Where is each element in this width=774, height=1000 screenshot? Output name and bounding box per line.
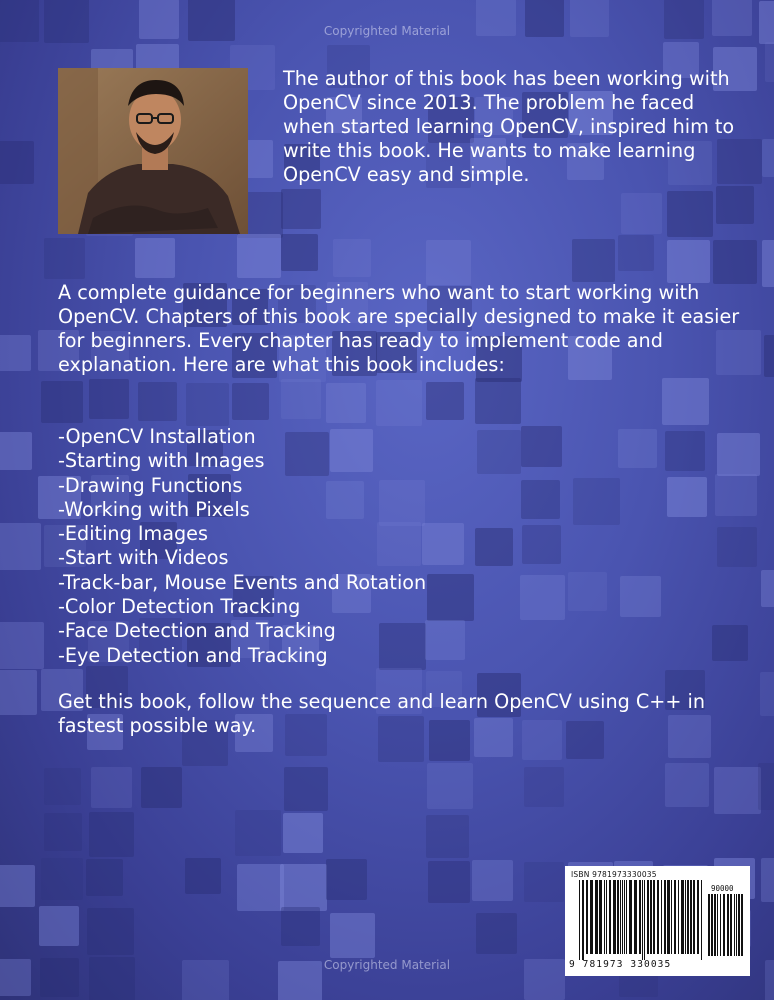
mosaic-tile — [237, 864, 284, 911]
chapter-item: -Face Detection and Tracking — [58, 619, 336, 643]
mosaic-tile — [44, 238, 85, 279]
mosaic-tile — [0, 622, 44, 669]
mosaic-tile — [281, 234, 318, 271]
barcode-bar — [687, 880, 689, 954]
book-intro: A complete guidance for beginners who want to start working with OpenCV. Chapters of this book are specially designed to make it easier for beginners. Every chapter has ready to implement code and explanation. Here are what this book includes: — [58, 281, 740, 376]
mosaic-tile — [426, 815, 469, 858]
mosaic-tile — [0, 523, 41, 570]
chapter-item: -OpenCV Installation — [58, 425, 256, 448]
mosaic-tile — [765, 42, 774, 82]
mosaic-tile — [0, 865, 35, 907]
barcode-bars — [579, 880, 705, 960]
barcode-bar — [741, 894, 743, 956]
mosaic-tile — [333, 239, 371, 277]
mosaic-tile — [665, 763, 709, 807]
mosaic-tile — [186, 383, 229, 426]
mosaic-tile — [667, 191, 713, 237]
mosaic-tile — [667, 240, 710, 283]
barcode-bar — [595, 880, 598, 954]
mosaic-tile — [662, 378, 709, 425]
mosaic-tile — [764, 335, 774, 377]
barcode-bar — [674, 880, 676, 954]
mosaic-tile — [41, 381, 83, 423]
mosaic-tile — [135, 238, 175, 278]
mosaic-tile — [281, 189, 321, 229]
mosaic-tile — [760, 672, 774, 716]
barcode-bar — [681, 880, 684, 954]
mosaic-tile — [714, 767, 761, 814]
price-code: 90000 — [711, 884, 734, 893]
mosaic-tile — [758, 763, 774, 810]
mosaic-tile — [138, 382, 177, 421]
barcode-bar — [708, 894, 710, 956]
mosaic-tile — [281, 907, 320, 946]
barcode-bar — [723, 894, 725, 956]
barcode-bar — [622, 880, 623, 954]
mosaic-tile — [621, 193, 662, 234]
barcode-bar — [697, 880, 699, 954]
barcode-bar — [678, 880, 679, 954]
barcode-bar — [590, 880, 593, 954]
mosaic-tile — [185, 858, 221, 894]
mosaic-tile — [326, 383, 366, 423]
chapter-item: -Editing Images — [58, 522, 208, 546]
barcode-bar — [582, 880, 584, 960]
isbn-digits: 9 781973 330035 — [569, 959, 672, 970]
mosaic-tile — [86, 859, 123, 896]
chapter-item: -Track-bar, Mouse Events and Rotation — [58, 570, 427, 594]
mosaic-tile — [232, 383, 269, 420]
mosaic-tile — [44, 813, 82, 851]
barcode-bar — [629, 880, 632, 954]
mosaic-tile — [376, 380, 422, 426]
mosaic-tile — [0, 141, 34, 184]
mosaic-tile — [475, 378, 521, 424]
mosaic-tile — [330, 913, 375, 958]
barcode-bar — [664, 880, 666, 954]
mosaic-tile — [716, 186, 754, 224]
mosaic-tile — [762, 240, 774, 287]
mosaic-tile — [235, 810, 281, 856]
mosaic-tile — [427, 763, 473, 809]
barcode-bar — [599, 880, 602, 954]
mosaic-tile — [280, 864, 327, 911]
isbn-label: ISBN 9781973330035 — [571, 870, 657, 879]
barcode-bar — [650, 880, 652, 954]
mosaic-tile — [91, 767, 132, 808]
mosaic-tile — [0, 335, 31, 371]
mosaic-tile — [39, 906, 79, 946]
barcode-bar — [738, 894, 740, 956]
mosaic-tile — [426, 382, 464, 420]
mosaic-tile — [761, 570, 774, 607]
mosaic-tile — [472, 860, 513, 901]
mosaic-tile — [428, 861, 470, 903]
barcode-bar — [606, 880, 607, 954]
barcode-bar — [736, 894, 737, 956]
mosaic-tile — [713, 240, 757, 284]
mosaic-tile — [572, 239, 615, 282]
mosaic-tile — [618, 235, 654, 271]
barcode-bar — [730, 894, 732, 956]
barcode-bar — [644, 880, 645, 960]
chapter-item: -Color Detection Tracking — [58, 595, 301, 619]
barcode-bar — [620, 880, 621, 954]
mosaic-tile — [0, 670, 37, 715]
mosaic-tile — [141, 767, 182, 808]
mosaic-tile — [326, 859, 367, 900]
mosaic-tile — [476, 913, 517, 954]
mosaic-tile — [87, 908, 134, 955]
barcode-bar — [579, 880, 580, 960]
mosaic-tile — [89, 379, 129, 419]
mosaic-tile — [89, 812, 134, 857]
barcode-bar — [720, 894, 721, 956]
chapter-item: -Drawing Functions — [58, 473, 243, 497]
mosaic-tile — [283, 813, 323, 853]
mosaic-tile — [0, 432, 32, 470]
mosaic-tile — [237, 234, 281, 278]
barcode-bar — [734, 894, 735, 956]
chapter-item: -Starting with Images — [58, 449, 265, 473]
watermark-top: Copyrighted Material — [323, 24, 451, 38]
barcode-bar — [671, 880, 672, 954]
barcode-bar — [653, 880, 655, 954]
barcode-bar — [690, 880, 692, 954]
barcode-bar — [701, 880, 702, 960]
mosaic-tile — [281, 379, 321, 419]
barcode-bar — [642, 880, 643, 960]
mosaic-tile — [41, 858, 83, 900]
chapter-item: -Working with Pixels — [58, 497, 250, 521]
barcode-addon-bars — [708, 894, 746, 956]
author-photo — [58, 68, 248, 234]
barcode-bar — [626, 880, 627, 954]
mosaic-tile — [761, 858, 774, 902]
chapter-list — [58, 425, 748, 668]
mosaic-tile — [284, 767, 328, 811]
watermark-bottom: Copyrighted Material — [323, 958, 451, 972]
barcode-bar — [617, 880, 619, 954]
mosaic-tile — [426, 240, 471, 285]
barcode-bar — [624, 880, 625, 954]
barcode-bar — [604, 880, 605, 954]
barcode-bar — [714, 894, 716, 956]
barcode-bar — [717, 894, 718, 956]
barcode-bar — [609, 880, 611, 954]
author-bio: The author of this book has been working with OpenCV since 2013. The problem he faced when started learning OpenCV, inspired him to write this book. He wants to make learning OpenCV easy and simple. — [283, 67, 735, 186]
barcode-bar — [661, 880, 662, 954]
barcode-bar — [639, 880, 641, 954]
chapter-item: -Start with Videos — [58, 546, 229, 570]
barcode-bar — [727, 894, 729, 956]
barcode-bar — [667, 880, 670, 954]
barcode-bar — [613, 880, 616, 954]
barcode-bar — [586, 880, 588, 954]
closing-text: Get this book, follow the sequence and learn OpenCV using C++ in fastest possible way. — [58, 690, 706, 737]
chapter-item: -Eye Detection and Tracking — [58, 643, 328, 667]
barcode-bar — [685, 880, 686, 954]
barcode-bar — [634, 880, 637, 954]
mosaic-tile — [524, 862, 564, 902]
barcode-bar — [647, 880, 649, 954]
mosaic-tile — [524, 767, 564, 807]
mosaic-tile — [44, 768, 81, 805]
barcode-bar — [711, 894, 713, 956]
barcode-bar — [657, 880, 659, 954]
barcode-bar — [693, 880, 695, 954]
mosaic-tile — [762, 139, 774, 177]
